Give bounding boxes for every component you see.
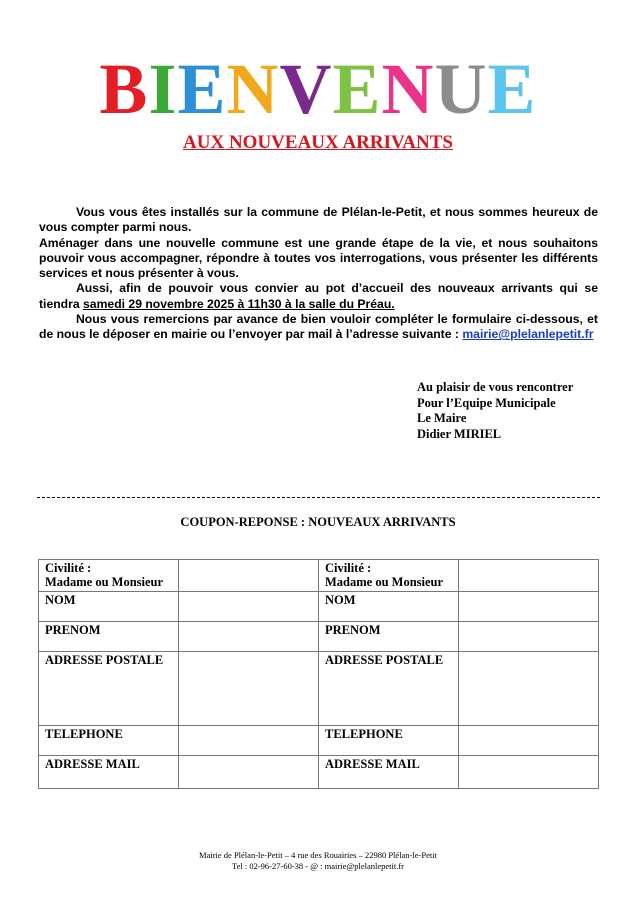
input-cell-prenom[interactable] (459, 622, 599, 652)
label-civilite: Civilité : Madame ou Monsieur (39, 560, 179, 592)
welcome-letter-body (39, 205, 598, 343)
label-nom: NOM (39, 592, 179, 622)
signature-role: Le Maire (417, 411, 467, 426)
paragraph-invitation (39, 281, 598, 312)
input-cell-prenom[interactable] (179, 622, 319, 652)
table-row (39, 560, 599, 592)
signature-team: Pour l’Equipe Municipale (417, 395, 556, 410)
title-letter: U (434, 49, 488, 129)
event-date: samedi 29 novembre 2025 à 11h30 à la salle du Préau. (83, 296, 395, 311)
label-adresse-postale: ADRESSE POSTALE (39, 652, 179, 726)
input-cell-civilite[interactable] (179, 560, 319, 592)
title-letter: V (279, 49, 333, 129)
title-letter: N (381, 49, 435, 129)
footer (0, 850, 636, 872)
paragraph-installation: Vous vous êtes installés sur la commune de Plélan-le-Petit, et nous sommes heureux de vous compter parmi nous. (39, 205, 598, 235)
table-row (39, 726, 599, 756)
signature-name: Didier MIRIEL (417, 426, 502, 441)
page-title (0, 50, 636, 128)
email-link[interactable]: mairie@plelanlepetit.fr (462, 327, 594, 342)
title-letter: N (226, 49, 280, 129)
table-row (39, 622, 599, 652)
input-cell-nom[interactable] (459, 592, 599, 622)
title-letter: I (148, 49, 178, 129)
input-cell-adresse-mail[interactable] (459, 756, 599, 789)
input-cell-adresse-postale[interactable] (459, 652, 599, 726)
title-letter: B (99, 49, 149, 129)
footer-address: Mairie de Plélan-le-Petit – 4 rue des Rouairies – 22980 Plélan-le-Petit (199, 850, 437, 860)
input-cell-adresse-postale[interactable] (179, 652, 319, 726)
label-telephone: TELEPHONE (319, 726, 459, 756)
label-prenom: PRENOM (319, 622, 459, 652)
title-letter: E (332, 49, 382, 129)
coupon-title: COUPON-REPONSE : NOUVEAUX ARRIVANTS (180, 515, 456, 529)
cut-line (37, 497, 600, 498)
label-nom: NOM (319, 592, 459, 622)
coupon-form-table (38, 559, 599, 789)
input-cell-adresse-mail[interactable] (179, 756, 319, 789)
form-request-text: Nous vous remercions par avance de bien vouloir compléter le formulaire ci-dessous, et de nous le déposer en mairie ou l’envoyer par mail à l’adresse suivante : (39, 312, 598, 342)
table-row (39, 756, 599, 789)
table-row (39, 652, 599, 726)
paragraph-form-request (39, 312, 598, 343)
label-telephone: TELEPHONE (39, 726, 179, 756)
signature-block (417, 380, 573, 442)
paragraph-accompaniment: Aménager dans une nouvelle commune est une grande étape de la vie, et nous souhaitons pouvoir vous accompagner, répondre à toutes vos interrogations, vous présenter les différents services et nous présenter à vous. (39, 235, 598, 281)
invitation-text: Aussi, afin de pouvoir vous convier au pot d’accueil des nouveaux arrivants qui se tiendra (39, 281, 598, 311)
signature-closing: Au plaisir de vous rencontrer (417, 380, 574, 394)
table-row (39, 592, 599, 622)
label-adresse-mail: ADRESSE MAIL (319, 756, 459, 789)
input-cell-telephone[interactable] (459, 726, 599, 756)
label-adresse-mail: ADRESSE MAIL (39, 756, 179, 789)
footer-contact: Tel : 02-96-27-60-38 - @ : mairie@plelanlepetit.fr (231, 861, 405, 871)
label-prenom: PRENOM (39, 622, 179, 652)
input-cell-nom[interactable] (179, 592, 319, 622)
subtitle: AUX NOUVEAUX ARRIVANTS (183, 132, 453, 153)
input-cell-telephone[interactable] (179, 726, 319, 756)
label-adresse-postale: ADRESSE POSTALE (319, 652, 459, 726)
title-letter: E (487, 49, 537, 129)
label-civilite: Civilité : Madame ou Monsieur (319, 560, 459, 592)
title-letter: E (177, 49, 227, 129)
input-cell-civilite[interactable] (459, 560, 599, 592)
